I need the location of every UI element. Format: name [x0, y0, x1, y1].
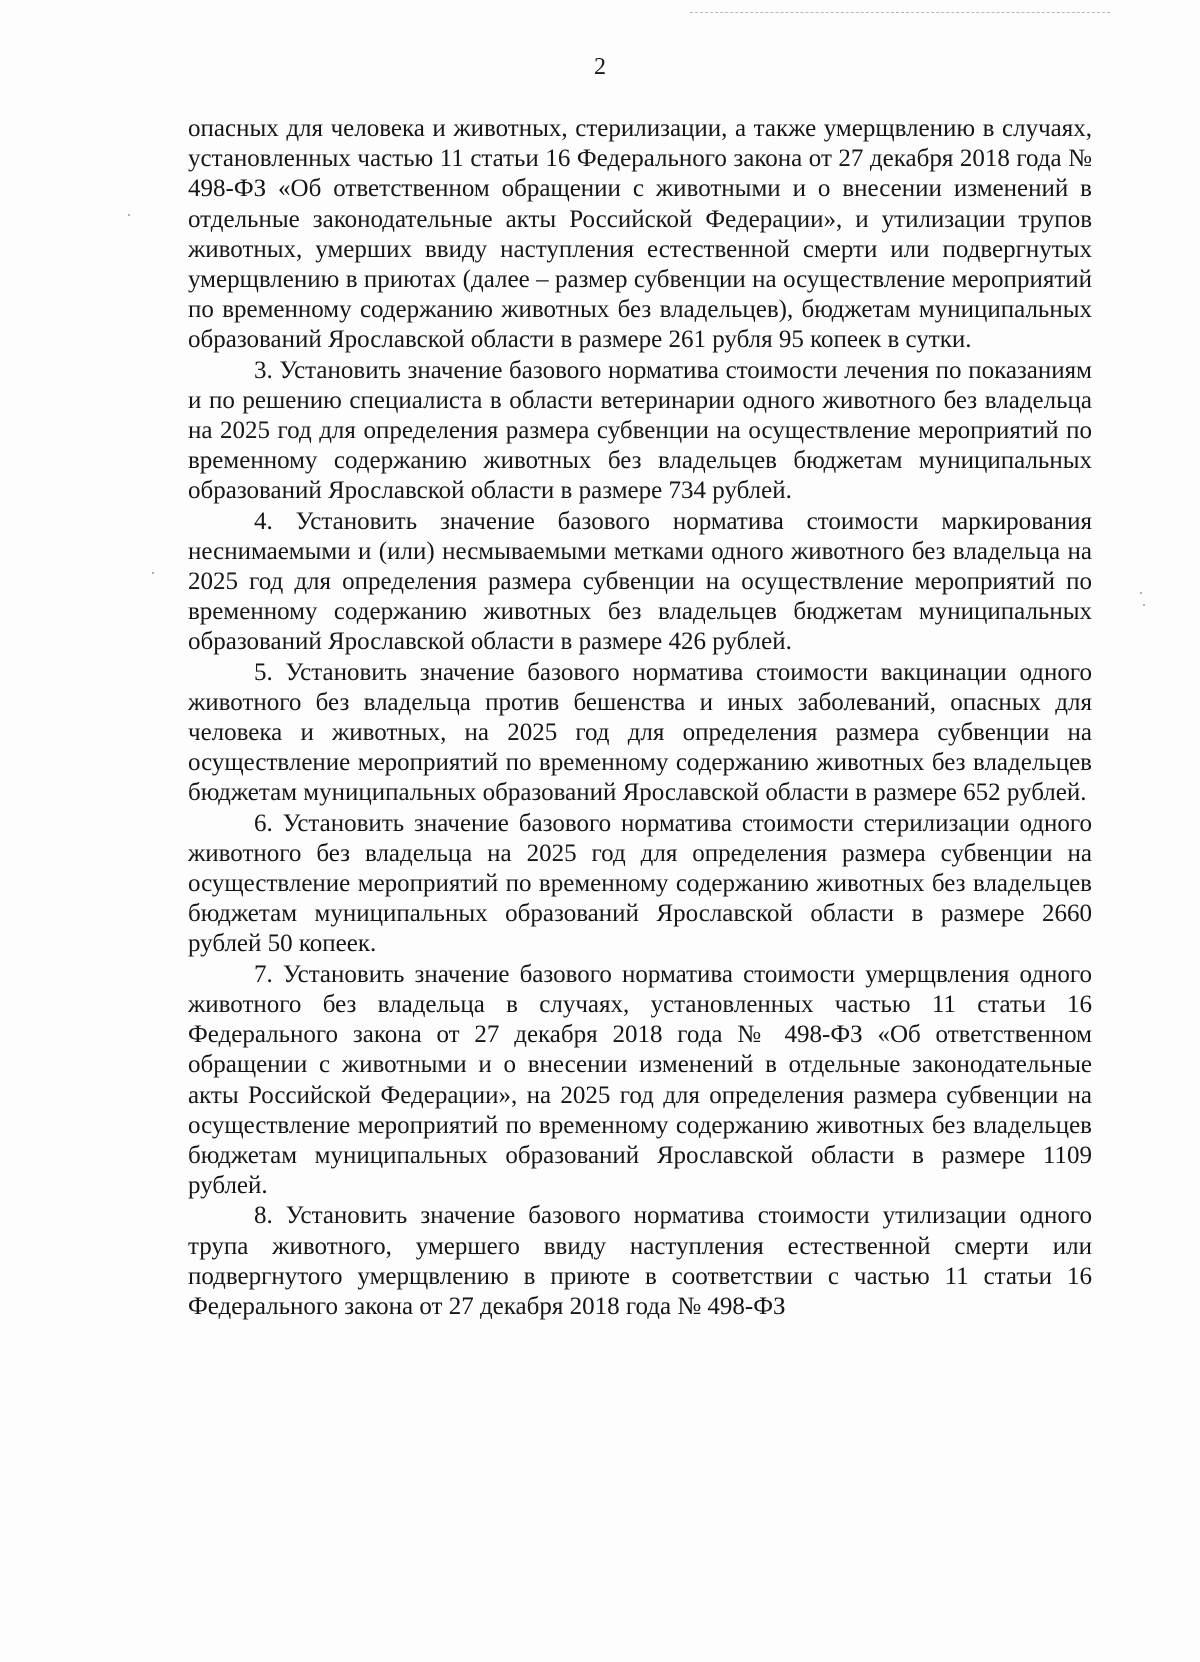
- scan-speck: [128, 214, 130, 216]
- paragraph-item-3: 3. Установить значение базового норматива стоимости лечения по показаниям и по решению специалиста в области ветеринарии одного животного без владельца на 2025 год для определения размера субвенции на осуществление мероприятий по временному содержанию животных без владельцев бюджетам муниципальных образований Ярославской области в размере 734 рублей.: [188, 356, 1092, 505]
- scan-artifact-line: [690, 12, 1110, 13]
- scan-speck: [1140, 592, 1142, 594]
- paragraph-item-8: 8. Установить значение базового норматива стоимости утилизации одного трупа животного, умершего ввиду наступления естественной смерти или подвергнутого умерщвлению в приюте в соответствии с частью 11 статьи 16 Федерального закона от 27 декабря 2018 года № 498-ФЗ: [188, 1202, 1092, 1320]
- paragraph-continuation: опасных для человека и животных, стерилизации, а также умерщвлению в случаях, установленных частью 11 статьи 16 Федерального закона от 27 декабря 2018 года № 498-ФЗ «Об ответственном обращении с животными и о внесении изменений в отдельные законодательные акты Российской Федерации», и утилизации трупов животных, умерших ввиду наступления естественной смерти или подвергнутых умерщвлению в приютах (далее – размер субвенции на осуществление мероприятий по временному содержанию животных без владельцев), бюджетам муниципальных образований Ярославской области в размере 261 рубля 95 копеек в сутки.: [188, 115, 1092, 354]
- paragraph-item-4: 4. Установить значение базового норматива стоимости маркирования неснимаемыми и (или) несмываемыми метками одного животного без владельца на 2025 год для определения размера субвенции на осуществление мероприятий по временному содержанию животных без владельцев бюджетам муниципальных образований Ярославской области в размере 426 рублей.: [188, 507, 1092, 656]
- page-number: 2: [594, 54, 606, 80]
- paragraph-item-6: 6. Установить значение базового норматива стоимости стерилизации одного животного без владельца на 2025 год для определения размера субвенции на осуществление мероприятий по временному содержанию животных без владельцев бюджетам муниципальных образований Ярославской области в размере 2660 рублей 50 копеек.: [188, 809, 1092, 958]
- scan-speck: [152, 572, 154, 574]
- document-body: [188, 114, 1092, 1322]
- paragraph-item-7: 7. Установить значение базового норматива стоимости умерщвления одного животного без владельца в случаях, установленных частью 11 статьи 16 Федерального закона от 27 декабря 2018 года № 498-ФЗ «Об ответственном обращении с животными и о внесении изменений в отдельные законодательные акты Российской Федерации», на 2025 год для определения размера субвенции на осуществление мероприятий по временному содержанию животных без владельцев бюджетам муниципальных образований Ярославской области в размере 1109 рублей.: [188, 960, 1092, 1200]
- scan-speck: [1143, 604, 1145, 606]
- paragraph-item-5: 5. Установить значение базового норматива стоимости вакцинации одного животного без владельца против бешенства и иных заболеваний, опасных для человека и животных, на 2025 год для определения размера субвенции на осуществление мероприятий по временному содержанию животных без владельцев бюджетам муниципальных образований Ярославской области в размере 652 рублей.: [188, 658, 1092, 807]
